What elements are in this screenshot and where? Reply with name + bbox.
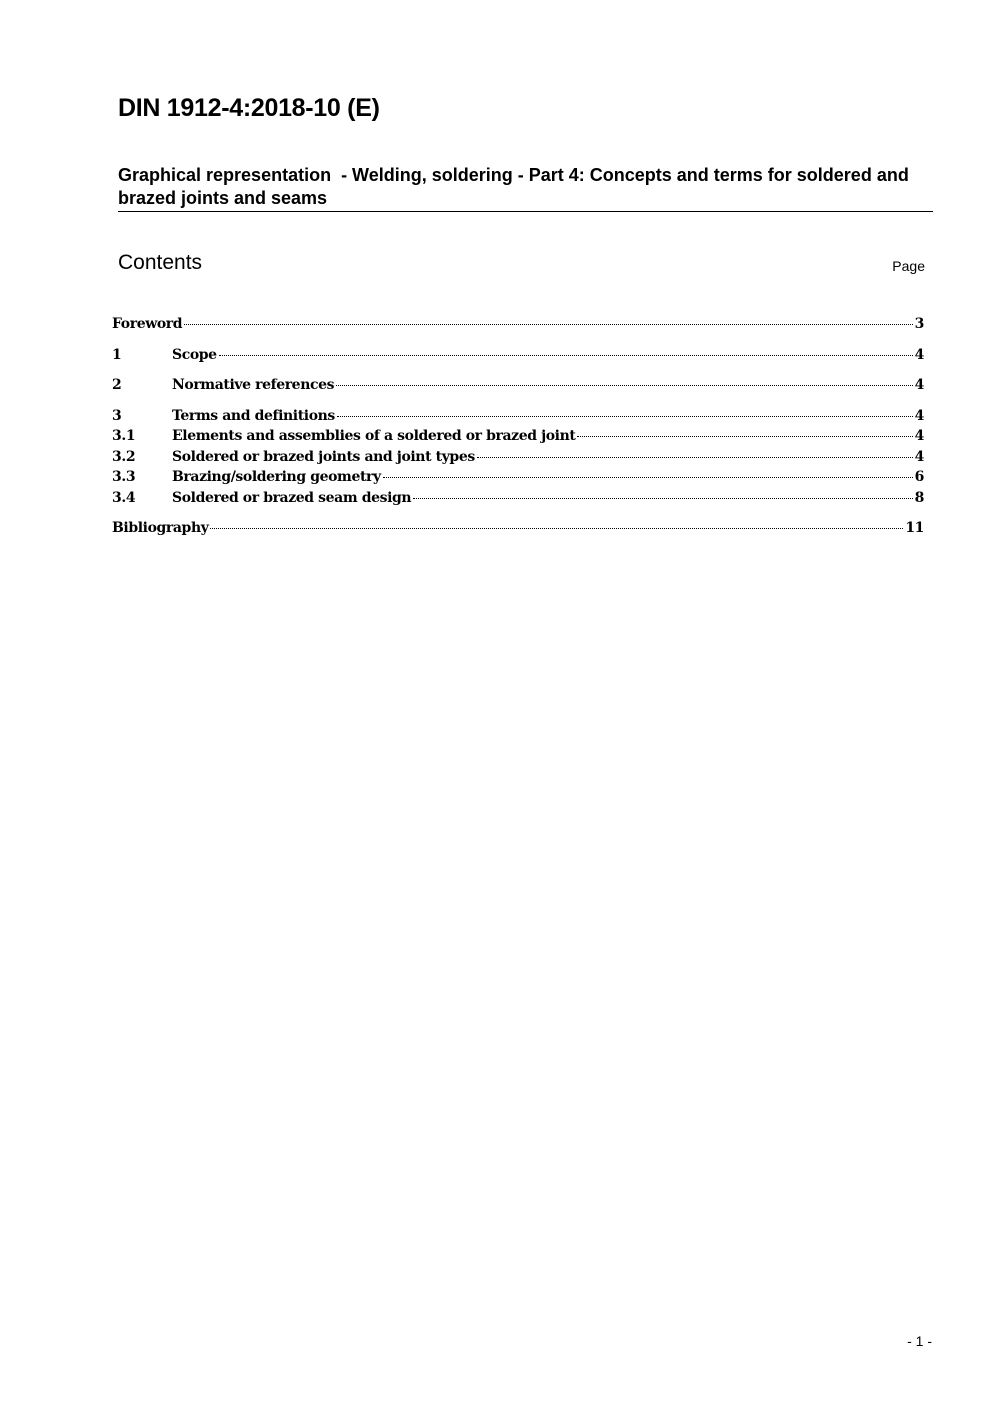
toc-entry-bibliography[interactable] xyxy=(112,518,924,538)
toc-dot-leader xyxy=(577,436,912,437)
toc-dot-leader xyxy=(477,457,913,458)
toc-number: 1 xyxy=(112,347,122,363)
toc-number: 3.4 xyxy=(112,490,136,506)
toc-entry-joints-and-joint-types[interactable] xyxy=(112,447,924,467)
toc-label: Elements and assemblies of a soldered or brazed joint xyxy=(172,428,576,444)
toc-number: 3.3 xyxy=(112,469,136,485)
toc-label: Bibliography xyxy=(112,520,209,536)
document-id: DIN 1912-4:2018-10 (E) xyxy=(118,94,380,122)
toc-page: 4 xyxy=(914,347,924,363)
toc-entry-normative-references[interactable] xyxy=(112,375,924,395)
toc-dot-leader xyxy=(413,498,912,499)
toc-label: Brazing/soldering geometry xyxy=(172,469,381,485)
toc-page: 4 xyxy=(914,408,924,424)
toc-label: Terms and definitions xyxy=(172,408,335,424)
toc-entry-foreword[interactable] xyxy=(112,314,924,334)
toc-dot-leader xyxy=(336,385,913,386)
toc-page: 4 xyxy=(914,428,924,444)
toc-label: Scope xyxy=(172,347,217,363)
toc-number: 3.2 xyxy=(112,449,136,465)
toc-label: Soldered or brazed joints and joint types xyxy=(172,449,475,465)
toc-entry-terms-and-definitions[interactable] xyxy=(112,406,924,426)
toc-label: Foreword xyxy=(112,316,183,332)
toc-label: Normative references xyxy=(172,377,335,393)
toc-page: 4 xyxy=(914,449,924,465)
toc-entry-seam-design[interactable] xyxy=(112,488,924,508)
toc-dot-leader xyxy=(337,416,913,417)
toc-entry-elements-and-assemblies[interactable] xyxy=(112,426,924,446)
toc-dot-leader xyxy=(210,528,903,529)
toc-number: 3.1 xyxy=(112,428,136,444)
toc-number: 2 xyxy=(112,377,122,393)
toc-page: 11 xyxy=(905,520,924,536)
toc-dot-leader xyxy=(184,324,913,325)
page-number: - 1 - xyxy=(907,1333,932,1349)
contents-heading: Contents xyxy=(118,251,203,274)
toc-dot-leader xyxy=(383,477,913,478)
toc-dot-leader xyxy=(219,355,913,356)
toc-page: 8 xyxy=(914,490,924,506)
page-column-heading: Page xyxy=(892,258,925,274)
toc-page: 4 xyxy=(914,377,924,393)
toc-number: 3 xyxy=(112,408,122,424)
toc-entry-brazing-soldering-geometry[interactable] xyxy=(112,467,924,487)
toc-entry-scope[interactable] xyxy=(112,345,924,365)
toc-page: 6 xyxy=(914,469,924,485)
toc-page: 3 xyxy=(914,316,924,332)
toc-label: Soldered or brazed seam design xyxy=(172,490,412,506)
document-title: Graphical representation - Welding, soldering - Part 4: Concepts and terms for soldered and brazed joints and seams xyxy=(118,164,933,212)
